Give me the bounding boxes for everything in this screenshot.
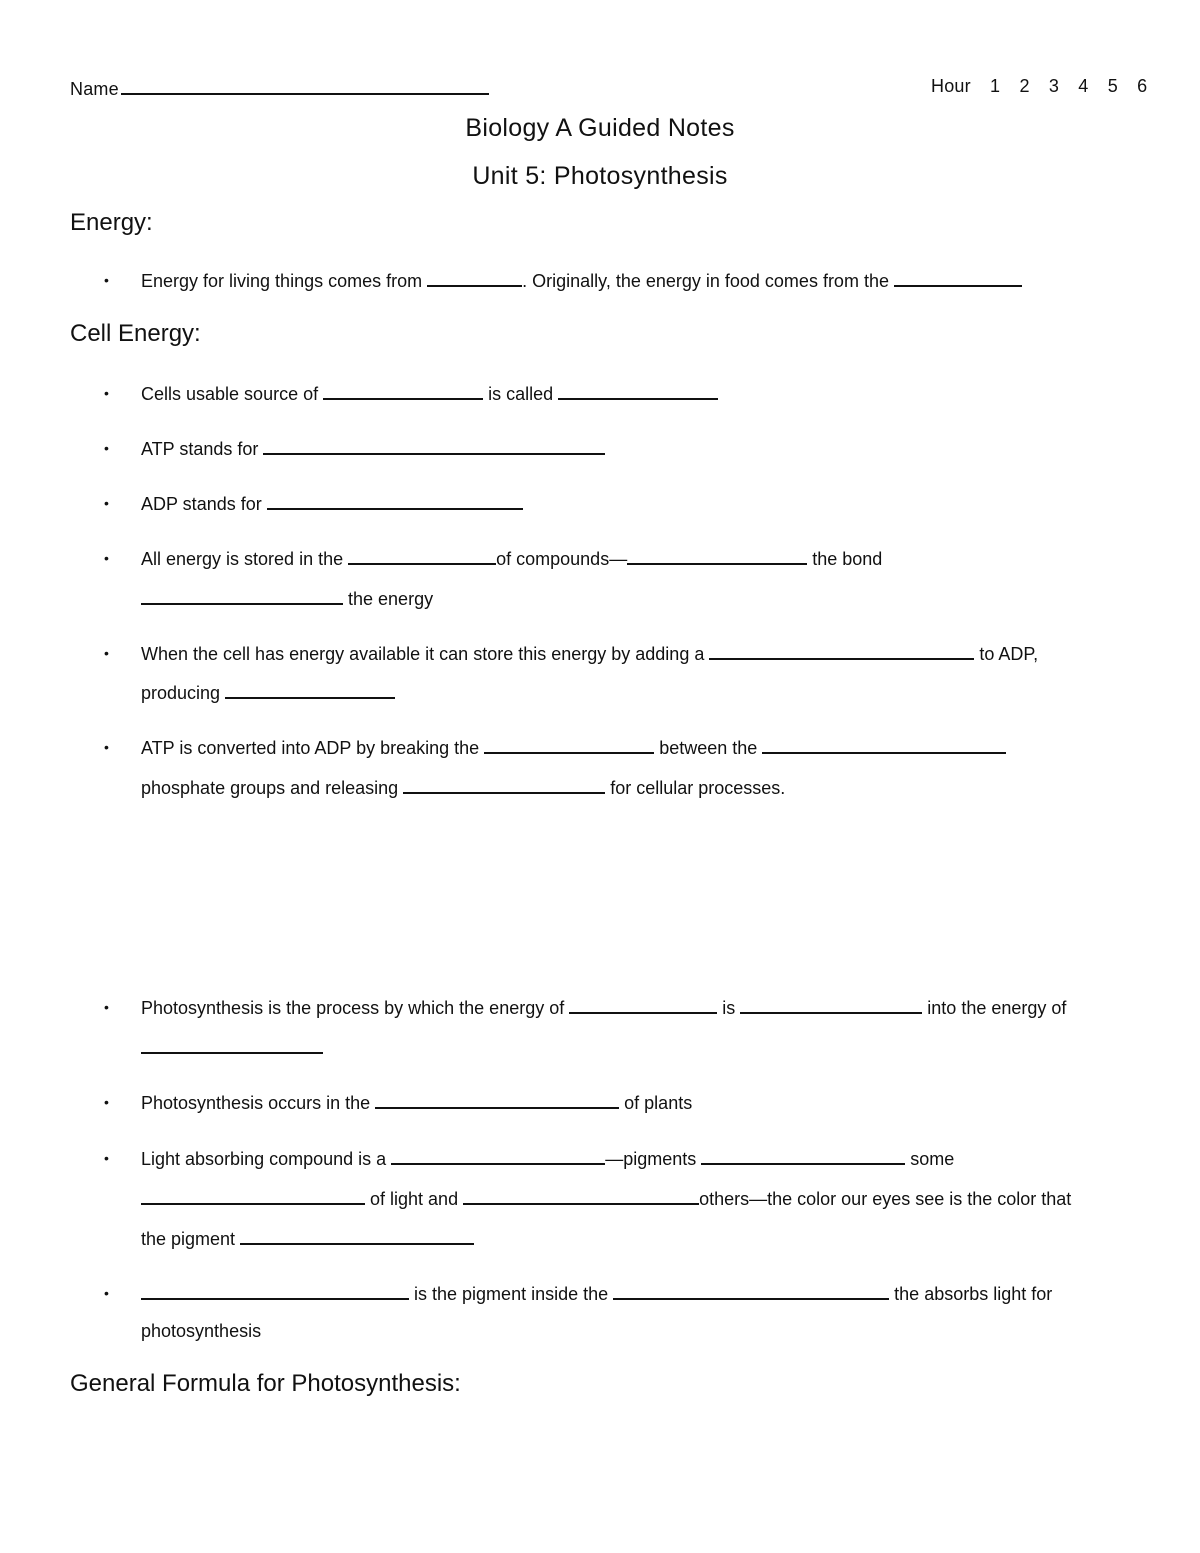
- answer-blank[interactable]: [141, 1281, 409, 1300]
- page-title: Biology A Guided Notes: [465, 114, 735, 142]
- answer-blank[interactable]: [323, 381, 483, 400]
- answer-blank[interactable]: [403, 775, 605, 794]
- cell-energy-bullet-9-cont2: [141, 1226, 474, 1250]
- answer-blank[interactable]: [427, 268, 522, 287]
- answer-blank[interactable]: [141, 1186, 365, 1205]
- bullet-icon: •: [104, 1285, 109, 1301]
- text: ATP stands for: [141, 439, 259, 459]
- answer-blank[interactable]: [709, 641, 974, 660]
- cell-energy-bullet-1: [141, 381, 718, 405]
- cell-energy-heading: Cell Energy:: [70, 320, 201, 347]
- text: between the: [659, 738, 758, 758]
- answer-blank[interactable]: [141, 1035, 323, 1054]
- answer-blank[interactable]: [762, 735, 1006, 754]
- text: of light and: [370, 1189, 459, 1209]
- text: the pigment: [141, 1229, 236, 1249]
- text: ADP stands for: [141, 494, 262, 514]
- text: producing: [141, 683, 221, 703]
- cell-energy-bullet-3: [141, 491, 523, 515]
- cell-energy-bullet-10-cont: [141, 1320, 261, 1342]
- bullet-icon: •: [104, 440, 109, 456]
- name-row: [70, 76, 489, 100]
- cell-energy-bullet-9-cont: [141, 1186, 1071, 1210]
- text: some: [910, 1149, 955, 1169]
- text: —pigments: [605, 1149, 697, 1169]
- text: the energy: [348, 589, 434, 609]
- bullet-icon: •: [104, 739, 109, 755]
- hour-option[interactable]: 4: [1078, 76, 1089, 96]
- bullet-icon: •: [104, 495, 109, 511]
- cell-energy-bullet-7-cont: [141, 1035, 323, 1059]
- text: Energy for living things comes from: [141, 271, 423, 291]
- answer-blank[interactable]: [701, 1146, 905, 1165]
- answer-blank[interactable]: [225, 680, 395, 699]
- text: others—the color our eyes see is the color that: [699, 1189, 1072, 1209]
- energy-heading: Energy:: [70, 209, 153, 236]
- cell-energy-bullet-4: [141, 546, 882, 570]
- cell-energy-bullet-5-cont: [141, 680, 395, 704]
- text: the absorbs light for: [894, 1284, 1053, 1304]
- text: into the energy of: [927, 998, 1067, 1018]
- answer-blank[interactable]: [463, 1186, 699, 1205]
- text: of compounds—: [496, 549, 628, 569]
- cell-energy-bullet-2: [141, 436, 605, 460]
- bullet-icon: •: [104, 385, 109, 401]
- text: . Originally, the energy in food comes from the: [522, 271, 889, 291]
- cell-energy-bullet-6: [141, 735, 1006, 759]
- cell-energy-bullet-7: [141, 995, 1066, 1019]
- page-subtitle: Unit 5: Photosynthesis: [472, 162, 728, 190]
- answer-blank[interactable]: [627, 546, 807, 565]
- text: of plants: [624, 1093, 693, 1113]
- answer-blank[interactable]: [240, 1226, 474, 1245]
- text: ATP is converted into ADP by breaking the: [141, 738, 480, 758]
- answer-blank[interactable]: [569, 995, 717, 1014]
- hour-row: [931, 76, 1147, 97]
- cell-energy-bullet-10: [141, 1281, 1052, 1305]
- cell-energy-bullet-4-cont: [141, 586, 433, 610]
- bullet-icon: •: [104, 1094, 109, 1110]
- answer-blank[interactable]: [348, 546, 496, 565]
- hour-option[interactable]: 2: [1019, 76, 1030, 96]
- text: When the cell has energy available it can store this energy by adding a: [141, 644, 705, 664]
- answer-blank[interactable]: [613, 1281, 889, 1300]
- hour-option[interactable]: 3: [1048, 76, 1060, 96]
- name-label: Name: [70, 79, 119, 99]
- text: is called: [488, 384, 554, 404]
- name-blank[interactable]: [121, 76, 489, 95]
- text: is the pigment inside the: [414, 1284, 609, 1304]
- cell-energy-bullet-5: [141, 641, 1038, 665]
- text: phosphate groups and releasing: [141, 778, 399, 798]
- cell-energy-bullet-8: [141, 1090, 692, 1114]
- bullet-icon: •: [104, 550, 109, 566]
- answer-blank[interactable]: [894, 268, 1022, 287]
- answer-blank[interactable]: [484, 735, 654, 754]
- bullet-icon: •: [104, 272, 109, 288]
- cell-energy-bullet-9: [141, 1146, 954, 1170]
- bullet-icon: •: [104, 1150, 109, 1166]
- formula-heading: General Formula for Photosynthesis:: [70, 1370, 461, 1397]
- text: Photosynthesis is the process by which the energy of: [141, 998, 565, 1018]
- answer-blank[interactable]: [141, 586, 343, 605]
- answer-blank[interactable]: [740, 995, 922, 1014]
- text: photosynthesis: [141, 1321, 262, 1341]
- text: to ADP,: [979, 644, 1039, 664]
- text: Light absorbing compound is a: [141, 1149, 387, 1169]
- answer-blank[interactable]: [263, 436, 605, 455]
- hour-option[interactable]: 6: [1137, 76, 1148, 96]
- answer-blank[interactable]: [391, 1146, 605, 1165]
- text: the bond: [812, 549, 883, 569]
- text: Photosynthesis occurs in the: [141, 1093, 371, 1113]
- hour-option[interactable]: 1: [990, 76, 1001, 96]
- hour-option[interactable]: 5: [1107, 76, 1118, 96]
- hour-label: Hour: [931, 76, 971, 96]
- answer-blank[interactable]: [267, 491, 523, 510]
- cell-energy-bullet-6-cont: [141, 775, 785, 799]
- text: is: [722, 998, 736, 1018]
- text: for cellular processes.: [610, 778, 786, 798]
- text: All energy is stored in the: [141, 549, 344, 569]
- answer-blank[interactable]: [375, 1090, 619, 1109]
- answer-blank[interactable]: [558, 381, 718, 400]
- energy-bullet-1: [141, 268, 1022, 292]
- bullet-icon: •: [104, 999, 109, 1015]
- bullet-icon: •: [104, 645, 109, 661]
- text: Cells usable source of: [141, 384, 319, 404]
